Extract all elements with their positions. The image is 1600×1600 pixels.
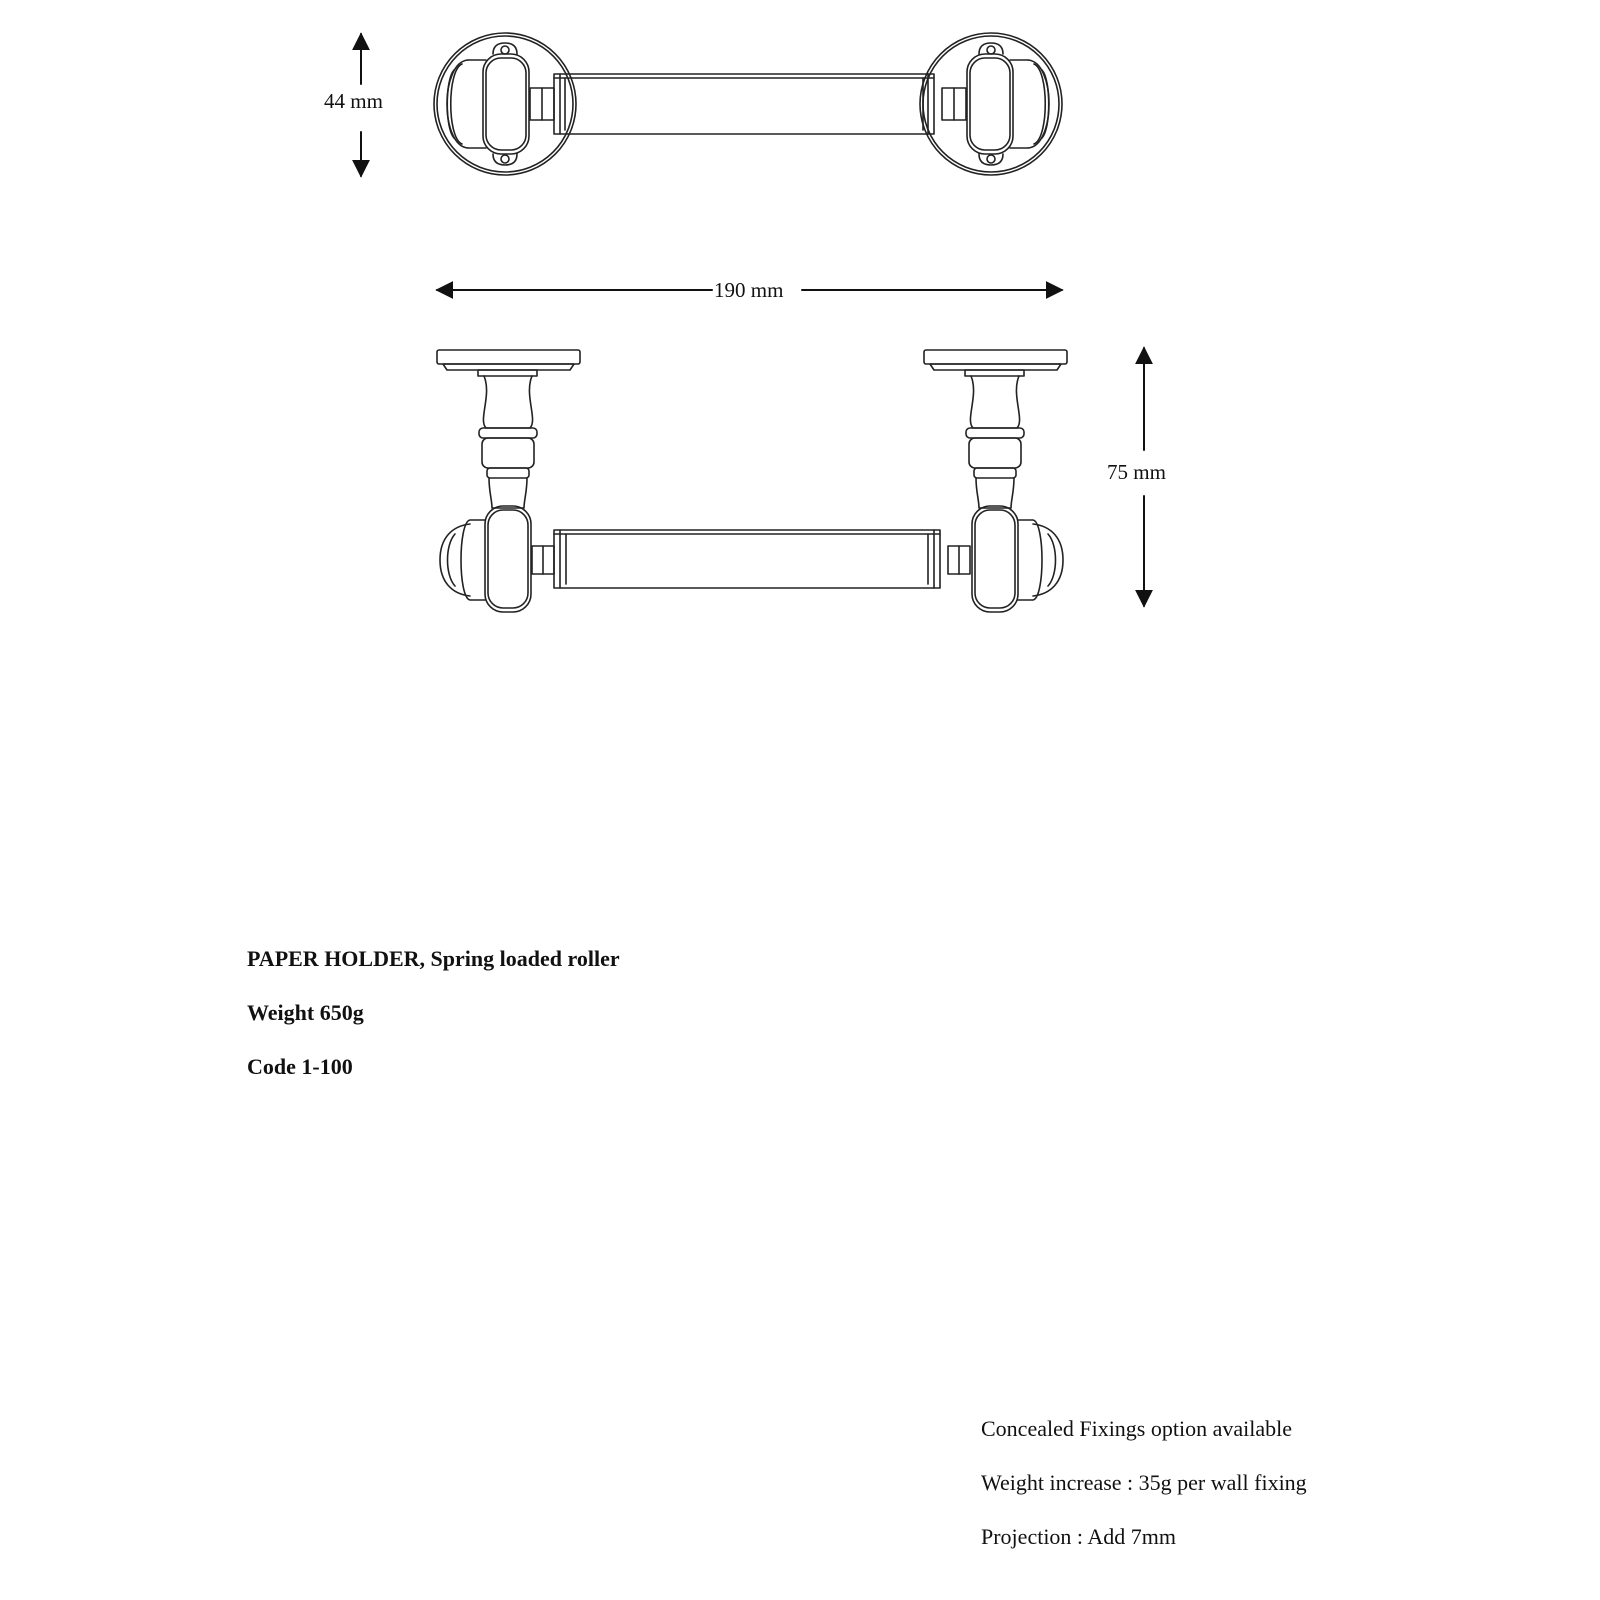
left-bracket-front <box>437 350 580 612</box>
projection-dimension-label: 75 mm <box>1107 460 1166 484</box>
concealed-fixings-note: Concealed Fixings option available <box>981 1416 1292 1441</box>
fixing-notes <box>981 1416 1541 1578</box>
height-dimension-label: 44 mm <box>324 89 383 113</box>
product-code: Code 1-100 <box>247 1054 353 1079</box>
front-view <box>437 348 1144 612</box>
weight-increase-note: Weight increase : 35g per wall fixing <box>981 1470 1307 1495</box>
product-specs <box>247 946 947 1108</box>
top-view <box>361 33 1062 176</box>
product-weight: Weight 650g <box>247 1000 364 1025</box>
roller-front <box>554 530 940 588</box>
right-rose-top <box>920 33 1062 175</box>
width-dimension-label: 190 mm <box>714 278 784 302</box>
roller-top <box>554 74 934 134</box>
right-bracket-front <box>924 350 1067 612</box>
projection-note: Projection : Add 7mm <box>981 1524 1176 1549</box>
product-title: PAPER HOLDER, Spring loaded roller <box>247 946 620 971</box>
technical-drawing <box>0 0 1600 700</box>
